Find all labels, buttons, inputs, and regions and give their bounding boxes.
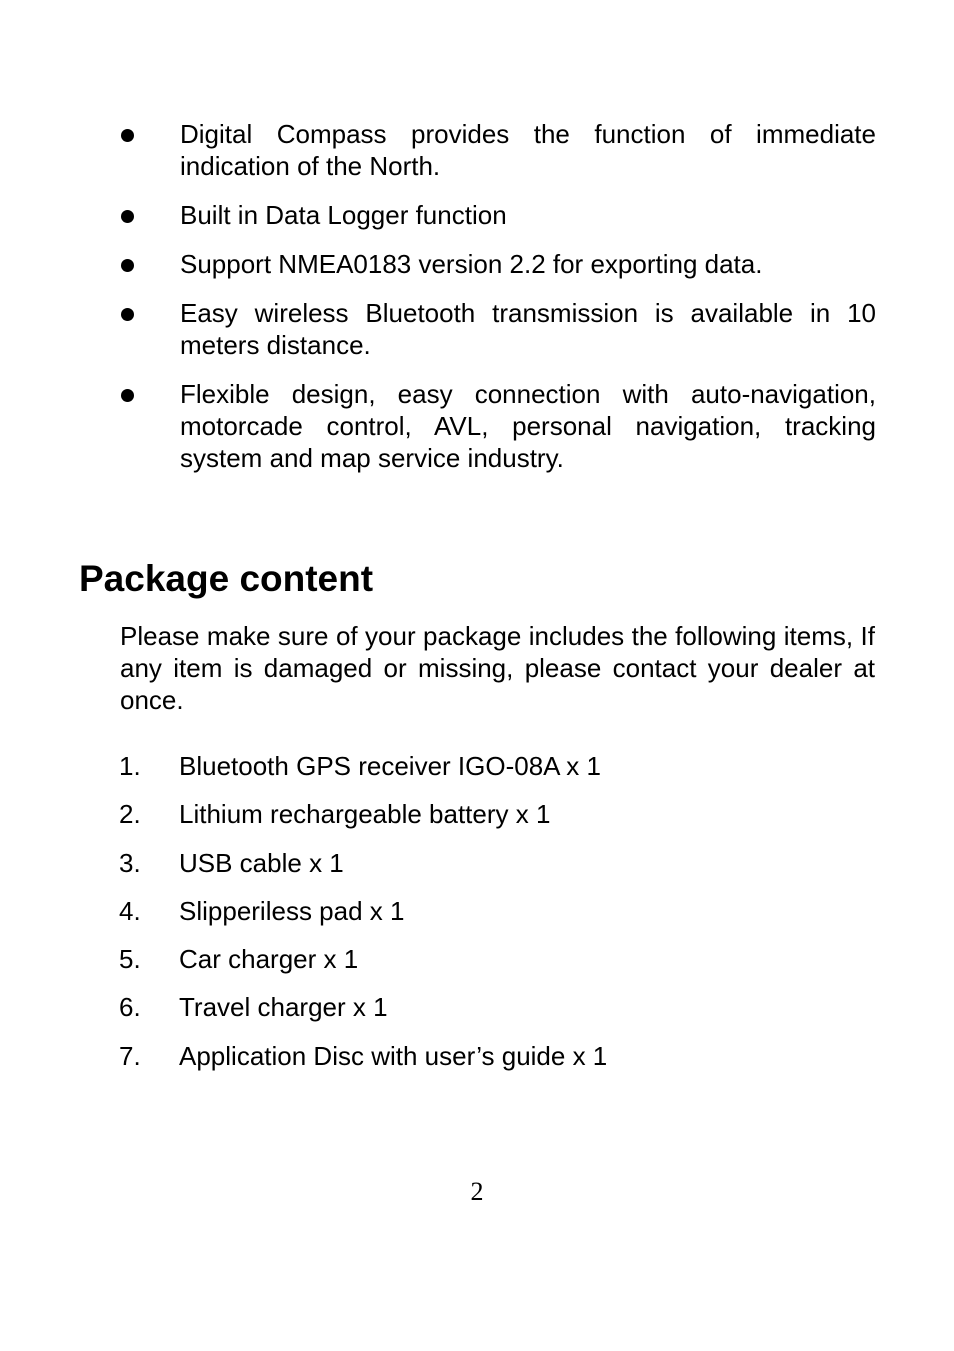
item-number: 7.: [119, 1040, 141, 1071]
bullet-icon: [121, 259, 134, 272]
bullet-icon: [121, 210, 134, 223]
item-text: Bluetooth GPS receiver IGO-08A x 1: [179, 751, 601, 781]
feature-text: Support NMEA0183 version 2.2 for exporting data.: [180, 249, 763, 279]
item-number: 4.: [119, 895, 141, 926]
package-item: [119, 1040, 879, 1072]
feature-text: Easy wireless Bluetooth transmission is available in 10 meters distance.: [180, 298, 876, 360]
package-item: [119, 895, 879, 927]
package-item: [119, 943, 879, 975]
package-content-list: [119, 750, 879, 1088]
package-item: [119, 750, 879, 782]
section-title: Package content: [79, 558, 374, 599]
bullet-icon: [121, 389, 134, 402]
page-number: 2: [470, 1177, 484, 1206]
item-text: Application Disc with user’s guide x 1: [179, 1040, 608, 1071]
feature-item: [116, 118, 876, 182]
feature-text: Built in Data Logger function: [180, 200, 507, 230]
package-item: [119, 798, 879, 830]
item-text: Travel charger x 1: [179, 992, 388, 1023]
item-number: 3.: [119, 847, 141, 878]
item-text: USB cable x 1: [179, 847, 344, 878]
item-number: 5.: [119, 944, 141, 975]
feature-text: Flexible design, easy connection with auto-navigation, motorcade control, AVL, personal navigation, tracking system and map service industry.: [180, 379, 876, 473]
feature-list: [116, 118, 876, 491]
bullet-icon: [121, 308, 134, 321]
bullet-icon: [121, 129, 134, 142]
package-item: [119, 991, 879, 1023]
feature-item: [116, 297, 876, 361]
section-intro: Please make sure of your package includes the following items, If any item is damaged or missing, please contact your dealer at once.: [120, 621, 875, 715]
item-number: 6.: [119, 992, 141, 1023]
feature-item: [116, 248, 876, 280]
feature-item: [116, 378, 876, 474]
item-number: 1.: [119, 751, 141, 781]
feature-item: [116, 199, 876, 231]
item-text: Car charger x 1: [179, 944, 359, 975]
item-text: Slipperiless pad x 1: [179, 895, 405, 926]
package-item: [119, 847, 879, 879]
feature-text: Digital Compass provides the function of immediate indication of the North.: [180, 119, 876, 181]
item-number: 2.: [119, 799, 141, 830]
item-text: Lithium rechargeable battery x 1: [179, 799, 551, 830]
